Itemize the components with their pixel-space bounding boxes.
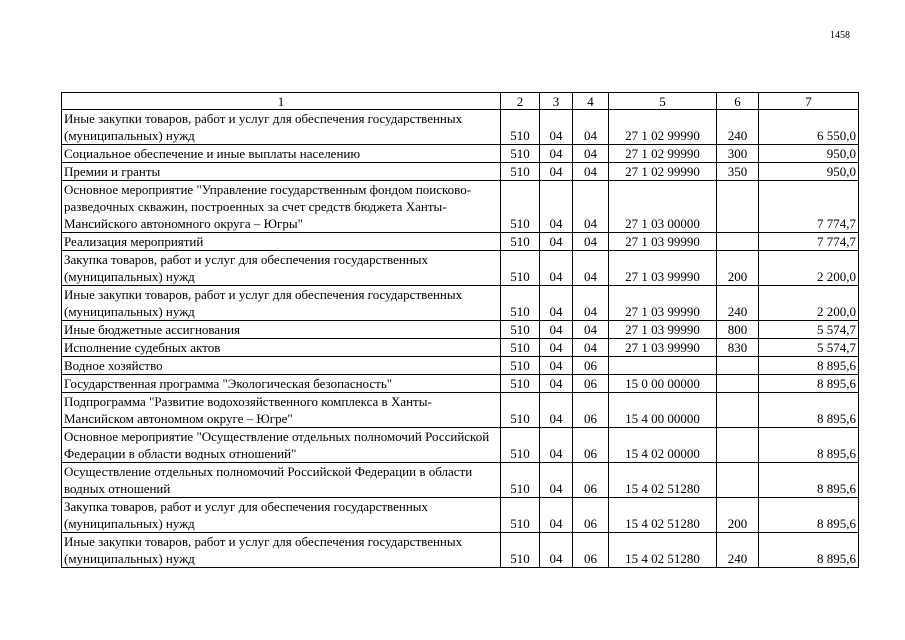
row-target-article-cell: 27 1 03 00000	[609, 181, 717, 233]
page-number: 1458	[830, 30, 850, 41]
table-row	[62, 251, 859, 286]
row-amount-cell: 7 774,7	[759, 233, 859, 251]
row-code-cell: 510	[501, 375, 540, 393]
row-name-cell: Основное мероприятие "Управление государственным фондом поисково-разведочных скважин, построенных за счет средств бюджета Ханты-Мансийского автономного округа – Югры"	[62, 181, 501, 233]
row-amount-cell: 5 574,7	[759, 339, 859, 357]
row-code-cell: 510	[501, 233, 540, 251]
row-name-cell: Иные закупки товаров, работ и услуг для обеспечения государственных (муниципальных) нужд	[62, 110, 501, 145]
row-target-article-cell: 27 1 02 99990	[609, 145, 717, 163]
row-name-cell: Подпрограмма "Развитие водохозяйственного комплекса в Ханты-Мансийском автономном округе – Югре"	[62, 393, 501, 428]
row-subsection-cell: 06	[573, 498, 609, 533]
row-subsection-cell: 04	[573, 286, 609, 321]
row-section-cell: 04	[540, 428, 573, 463]
header-col-6: 6	[717, 93, 759, 110]
table-row	[62, 286, 859, 321]
row-section-cell: 04	[540, 339, 573, 357]
row-amount-cell: 8 895,6	[759, 357, 859, 375]
row-code-cell: 510	[501, 498, 540, 533]
row-amount-cell: 6 550,0	[759, 110, 859, 145]
row-subsection-cell: 06	[573, 375, 609, 393]
row-section-cell: 04	[540, 145, 573, 163]
row-section-cell: 04	[540, 357, 573, 375]
row-name-cell: Осуществление отдельных полномочий Российской Федерации в области водных отношений	[62, 463, 501, 498]
table-row	[62, 375, 859, 393]
row-section-cell: 04	[540, 321, 573, 339]
row-subsection-cell: 06	[573, 428, 609, 463]
row-section-cell: 04	[540, 286, 573, 321]
row-code-cell: 510	[501, 321, 540, 339]
row-code-cell: 510	[501, 251, 540, 286]
row-name-cell: Социальное обеспечение и иные выплаты населению	[62, 145, 501, 163]
row-code-cell: 510	[501, 428, 540, 463]
header-col-7: 7	[759, 93, 859, 110]
row-expense-type-cell	[717, 181, 759, 233]
row-expense-type-cell	[717, 375, 759, 393]
row-section-cell: 04	[540, 533, 573, 568]
row-expense-type-cell	[717, 357, 759, 375]
row-expense-type-cell: 240	[717, 110, 759, 145]
row-amount-cell: 8 895,6	[759, 393, 859, 428]
row-section-cell: 04	[540, 233, 573, 251]
row-subsection-cell: 04	[573, 251, 609, 286]
row-name-cell: Иные бюджетные ассигнования	[62, 321, 501, 339]
row-expense-type-cell: 240	[717, 286, 759, 321]
row-name-cell: Исполнение судебных актов	[62, 339, 501, 357]
row-code-cell: 510	[501, 533, 540, 568]
row-amount-cell: 2 200,0	[759, 251, 859, 286]
row-expense-type-cell	[717, 428, 759, 463]
row-section-cell: 04	[540, 375, 573, 393]
header-col-5: 5	[609, 93, 717, 110]
row-target-article-cell: 27 1 03 99990	[609, 286, 717, 321]
row-code-cell: 510	[501, 339, 540, 357]
row-section-cell: 04	[540, 163, 573, 181]
header-col-1: 1	[62, 93, 501, 110]
row-name-cell: Иные закупки товаров, работ и услуг для обеспечения государственных (муниципальных) нужд	[62, 286, 501, 321]
table-row	[62, 181, 859, 233]
row-expense-type-cell: 830	[717, 339, 759, 357]
table-row	[62, 321, 859, 339]
row-subsection-cell: 06	[573, 357, 609, 375]
row-code-cell: 510	[501, 181, 540, 233]
table-row	[62, 393, 859, 428]
table-row	[62, 110, 859, 145]
header-col-2: 2	[501, 93, 540, 110]
table-row	[62, 428, 859, 463]
row-subsection-cell: 04	[573, 233, 609, 251]
row-subsection-cell: 04	[573, 321, 609, 339]
row-expense-type-cell: 240	[717, 533, 759, 568]
row-expense-type-cell: 800	[717, 321, 759, 339]
table-row	[62, 339, 859, 357]
row-code-cell: 510	[501, 110, 540, 145]
row-target-article-cell	[609, 357, 717, 375]
row-expense-type-cell	[717, 393, 759, 428]
row-amount-cell: 8 895,6	[759, 533, 859, 568]
row-name-cell: Премии и гранты	[62, 163, 501, 181]
row-subsection-cell: 04	[573, 339, 609, 357]
row-name-cell: Иные закупки товаров, работ и услуг для обеспечения государственных (муниципальных) нужд	[62, 533, 501, 568]
row-subsection-cell: 06	[573, 533, 609, 568]
row-amount-cell: 7 774,7	[759, 181, 859, 233]
row-amount-cell: 950,0	[759, 145, 859, 163]
table-row	[62, 145, 859, 163]
row-amount-cell: 5 574,7	[759, 321, 859, 339]
budget-table	[61, 92, 859, 568]
table-row	[62, 498, 859, 533]
row-section-cell: 04	[540, 251, 573, 286]
row-subsection-cell: 04	[573, 163, 609, 181]
row-expense-type-cell: 300	[717, 145, 759, 163]
row-subsection-cell: 04	[573, 181, 609, 233]
row-section-cell: 04	[540, 393, 573, 428]
row-expense-type-cell: 200	[717, 498, 759, 533]
row-target-article-cell: 27 1 02 99990	[609, 110, 717, 145]
row-target-article-cell: 27 1 03 99990	[609, 251, 717, 286]
row-name-cell: Закупка товаров, работ и услуг для обеспечения государственных (муниципальных) нужд	[62, 251, 501, 286]
row-name-cell: Водное хозяйство	[62, 357, 501, 375]
row-amount-cell: 8 895,6	[759, 428, 859, 463]
row-expense-type-cell	[717, 463, 759, 498]
row-subsection-cell: 06	[573, 463, 609, 498]
row-code-cell: 510	[501, 163, 540, 181]
row-target-article-cell: 27 1 03 99990	[609, 339, 717, 357]
row-amount-cell: 8 895,6	[759, 463, 859, 498]
row-name-cell: Основное мероприятие "Осуществление отдельных полномочий Российской Федерации в области водных отношений"	[62, 428, 501, 463]
table-row	[62, 463, 859, 498]
row-subsection-cell: 04	[573, 145, 609, 163]
row-target-article-cell: 27 1 03 99990	[609, 233, 717, 251]
row-expense-type-cell: 200	[717, 251, 759, 286]
row-code-cell: 510	[501, 145, 540, 163]
row-section-cell: 04	[540, 463, 573, 498]
table-body	[62, 110, 859, 568]
row-subsection-cell: 04	[573, 110, 609, 145]
row-target-article-cell: 15 4 00 00000	[609, 393, 717, 428]
row-section-cell: 04	[540, 498, 573, 533]
row-target-article-cell: 27 1 02 99990	[609, 163, 717, 181]
row-target-article-cell: 15 4 02 51280	[609, 463, 717, 498]
row-code-cell: 510	[501, 286, 540, 321]
row-amount-cell: 950,0	[759, 163, 859, 181]
row-expense-type-cell: 350	[717, 163, 759, 181]
row-subsection-cell: 06	[573, 393, 609, 428]
row-section-cell: 04	[540, 181, 573, 233]
row-target-article-cell: 15 4 02 51280	[609, 498, 717, 533]
row-name-cell: Реализация мероприятий	[62, 233, 501, 251]
header-col-4: 4	[573, 93, 609, 110]
header-row	[62, 93, 859, 110]
row-target-article-cell: 27 1 03 99990	[609, 321, 717, 339]
row-expense-type-cell	[717, 233, 759, 251]
row-code-cell: 510	[501, 463, 540, 498]
row-target-article-cell: 15 0 00 00000	[609, 375, 717, 393]
row-name-cell: Закупка товаров, работ и услуг для обеспечения государственных (муниципальных) нужд	[62, 498, 501, 533]
row-code-cell: 510	[501, 357, 540, 375]
table-row	[62, 357, 859, 375]
row-section-cell: 04	[540, 110, 573, 145]
row-code-cell: 510	[501, 393, 540, 428]
row-target-article-cell: 15 4 02 00000	[609, 428, 717, 463]
row-name-cell: Государственная программа "Экологическая безопасность"	[62, 375, 501, 393]
table-row	[62, 233, 859, 251]
row-amount-cell: 8 895,6	[759, 498, 859, 533]
row-target-article-cell: 15 4 02 51280	[609, 533, 717, 568]
table-row	[62, 533, 859, 568]
row-amount-cell: 2 200,0	[759, 286, 859, 321]
row-amount-cell: 8 895,6	[759, 375, 859, 393]
header-col-3: 3	[540, 93, 573, 110]
table-row	[62, 163, 859, 181]
